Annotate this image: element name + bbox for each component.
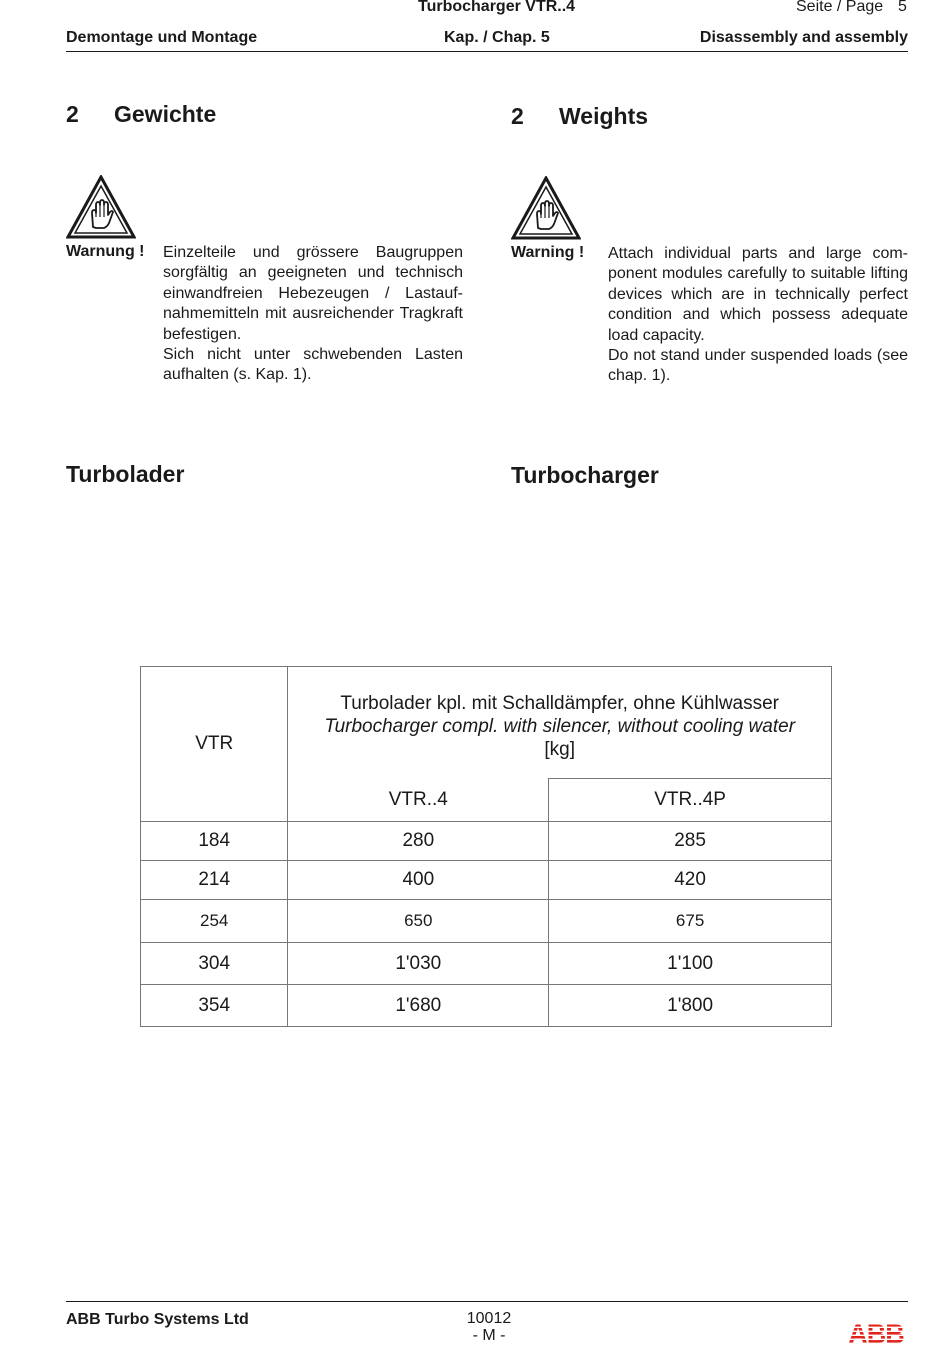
footer-rule [66,1301,908,1302]
section-number-en: 2 [511,103,524,129]
table-cell-vtr4p: 285 [549,822,832,861]
table-cell-vtr: 214 [141,861,288,900]
table-cell-vtr4: 400 [288,861,549,900]
table-cell-vtr4: 650 [288,900,549,943]
warning-label-de: Warnung ! [66,243,145,260]
warning-paragraph-de-2: Sich nicht unter schwebenden Lasten aufhalten (s. Kap. 1). [163,346,463,384]
section-heading-en [511,103,648,130]
header-section-de: Demontage und Montage [66,29,258,46]
warning-hand-icon [511,176,581,240]
warning-paragraph-en-1: Attach individual parts and large component modules carefully to suitable lifting devices which are in technically perfect condition and which possess adequate load capacity. [608,245,908,344]
table-title-de: Turbolader kpl. mit Schalldämpfer, ohne Kühlwasser [340,693,779,714]
table-row [141,822,832,861]
table-cell-vtr4p: 420 [549,861,832,900]
table-cell-vtr4p: 675 [549,900,832,943]
section-title-de: Gewichte [114,101,217,127]
weights-table [140,666,832,1027]
warning-paragraph-en-2: Do not stand under suspended loads (see chap. 1). [608,347,908,385]
warning-label-en: Warning ! [511,244,585,261]
table-cell-vtr: 254 [141,900,288,943]
table-row [141,861,832,900]
table-row [141,943,832,985]
header-product: Turbocharger VTR..4 [418,0,576,15]
subheading-en: Turbocharger [511,462,659,488]
warning-hand-icon [66,175,136,239]
section-title-en: Weights [559,103,649,129]
header-chapter: Kap. / Chap. 5 [444,29,550,46]
table-row [141,985,832,1027]
table-cell-vtr4p: 1'800 [549,985,832,1027]
header-page-number: 5 [898,0,907,15]
header-rule [66,51,908,52]
footer-doc-code: - M - [472,1327,506,1344]
table-cell-vtr4: 280 [288,822,549,861]
table-row [141,900,832,943]
table-cell-vtr: 304 [141,943,288,985]
svg-text:ABB: ABB [848,1320,904,1346]
abb-logo [846,1320,906,1346]
footer-company: ABB Turbo Systems Ltd [66,1311,249,1328]
table-cell-vtr4p: 1'100 [549,943,832,985]
footer-doc-info [439,1310,539,1344]
table-col-vtr4: VTR..4 [288,779,549,822]
section-heading-de [66,101,216,128]
table-col-vtr4p: VTR..4P [549,779,832,822]
header-page-label: Seite / Page [796,0,884,15]
subheading-de: Turbolader [66,461,185,487]
header-section-en: Disassembly and assembly [699,29,908,46]
table-cell-vtr4: 1'680 [288,985,549,1027]
table-cell-vtr4: 1'030 [288,943,549,985]
table-cell-vtr: 184 [141,822,288,861]
table-header-title [288,667,832,779]
warning-text-de [163,243,463,386]
warning-text-en [608,244,908,387]
footer-doc-number: 10012 [466,1310,512,1327]
section-number-de: 2 [66,101,79,127]
table-header-vtr: VTR [141,667,288,822]
warning-paragraph-de-1: Einzelteile und grössere Baugruppen sorgfältig an geeigneten und technisch einwandfreien Hebezeugen / Lastaufnahmemitteln mit ausreichender Tragkraft befestigen. [163,244,463,343]
table-title-en: Turbocharger compl. with silencer, without cooling water [324,716,796,737]
table-cell-vtr: 354 [141,985,288,1027]
table-unit: [kg] [544,739,575,760]
